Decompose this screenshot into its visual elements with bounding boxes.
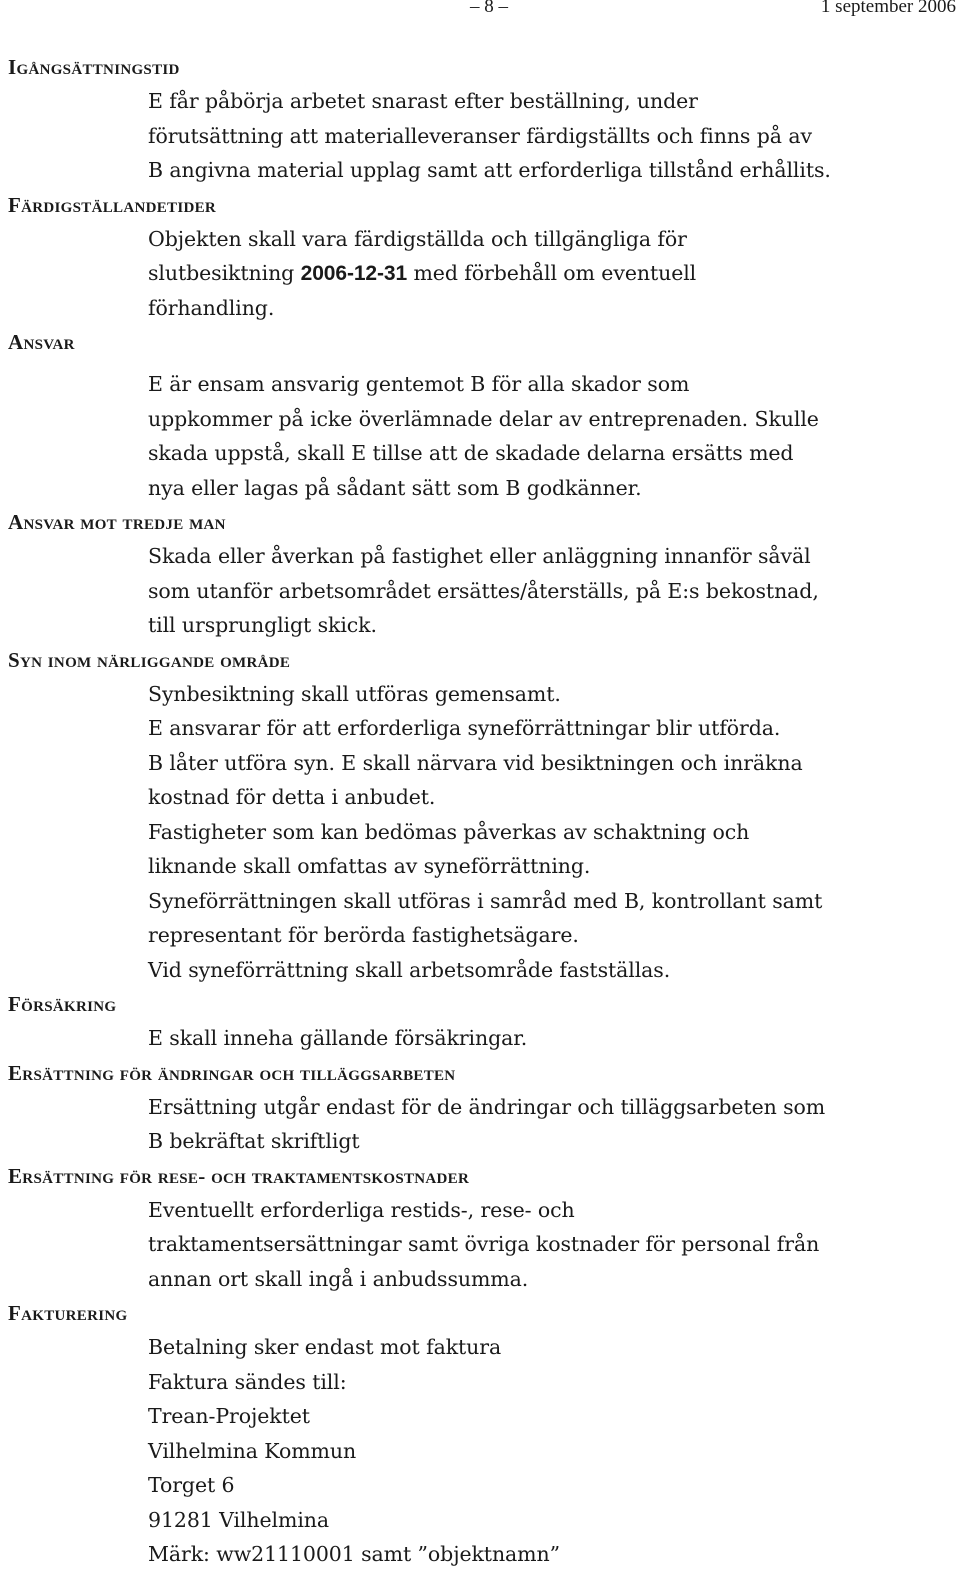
section-body-igangsattningstid	[148, 84, 953, 188]
body-line	[148, 256, 953, 291]
completion-date: 2006-12-31	[300, 262, 408, 285]
body-line: till ursprungligt skick.	[148, 613, 377, 637]
section-heading-syn: Syn inom närliggande område	[8, 647, 291, 672]
section-heading-ansvar: Ansvar	[8, 330, 75, 354]
body-line: Betalning sker endast mot faktura	[148, 1335, 502, 1359]
section-heading-ersattning-rese: Ersättning för rese- och traktamentskostnader	[8, 1163, 470, 1188]
body-line: kostnad för detta i anbudet.	[148, 785, 436, 809]
address-line: Trean-Projektet	[148, 1404, 310, 1428]
body-line: annan ort skall ingå i anbudssumma.	[148, 1266, 529, 1291]
section-body-fakturering	[148, 1330, 953, 1572]
reference-line: Märk: ww21110001 samt ”objektnamn”	[148, 1542, 560, 1566]
body-line: liknande skall omfattas av syneförrättning.	[148, 854, 591, 878]
document-body	[8, 50, 953, 1572]
section-body-ersattning-andringar	[148, 1090, 953, 1159]
section-body-fardigstallandetider	[148, 222, 953, 326]
body-line: Eventuellt erforderliga restids-, rese- och	[148, 1197, 575, 1222]
body-line: förutsättning att materialleveranser färdigställts och finns på av	[148, 123, 812, 148]
section-heading-ansvar-tredje-man: Ansvar mot tredje man	[8, 510, 226, 534]
body-line: förhandling.	[148, 295, 275, 320]
section-body-ansvar	[148, 367, 953, 505]
page-header	[0, 0, 960, 26]
address-line: Torget 6	[148, 1473, 235, 1497]
body-line: E ansvarar för att erforderliga syneförrättningar blir utförda.	[148, 716, 781, 740]
body-line: representant för berörda fastighetsägare.	[148, 923, 579, 947]
section-body-ersattning-rese	[148, 1193, 953, 1297]
body-line: E skall inneha gällande försäkringar.	[148, 1026, 528, 1050]
spacer	[8, 359, 953, 367]
page-number: – 8 –	[470, 0, 508, 17]
body-line: Faktura sändes till:	[148, 1369, 347, 1394]
body-text: med förbehåll om eventuell	[407, 261, 697, 285]
section-body-forsakring	[148, 1021, 953, 1056]
section-body-ansvar-tredje-man	[148, 539, 953, 643]
body-line: skada uppstå, skall E tillse att de skadade delarna ersätts med	[148, 441, 794, 465]
body-line: B angivna material upplag samt att erforderliga tillstånd erhållits.	[148, 158, 831, 182]
body-line: Objekten skall vara färdigställda och tillgängliga för	[148, 226, 687, 251]
section-heading-igangsattningstid: Igångsättningstid	[8, 55, 180, 79]
header-date: 1 september 2006	[820, 0, 956, 17]
body-line: B bekräftat skriftligt	[148, 1129, 360, 1153]
body-line: E får påbörja arbetet snarast efter beställning, under	[148, 89, 698, 113]
body-line: E är ensam ansvarig gentemot B för alla skador som	[148, 372, 690, 396]
section-heading-ersattning-andringar: Ersättning för ändringar och tilläggsarbeten	[8, 1060, 456, 1085]
body-line: som utanför arbetsområdet ersättes/återställs, på E:s bekostnad,	[148, 578, 819, 603]
section-body-syn	[148, 677, 953, 988]
body-text: slutbesiktning	[148, 261, 301, 285]
body-line: Skada eller åverkan på fastighet eller anläggning innanför såväl	[148, 544, 811, 568]
section-heading-fardigstallandetider: Färdigställandetider	[8, 192, 217, 217]
body-line: uppkommer på icke överlämnade delar av entreprenaden. Skulle	[148, 406, 819, 431]
body-line: Synbesiktning skall utföras gemensamt.	[148, 681, 561, 706]
body-line: Syneförrättningen skall utföras i samråd med B, kontrollant samt	[148, 888, 823, 913]
body-line: Ersättning utgår endast för de ändringar och tilläggsarbeten som	[148, 1094, 826, 1119]
body-line: Fastigheter som kan bedömas påverkas av schaktning och	[148, 819, 750, 844]
body-line: Vid syneförrättning skall arbetsområde fastställas.	[148, 957, 671, 982]
body-line: traktamentsersättningar samt övriga kostnader för personal från	[148, 1232, 820, 1256]
section-heading-fakturering: Fakturering	[8, 1301, 128, 1325]
address-line: 91281 Vilhelmina	[148, 1507, 329, 1532]
body-line: B låter utföra syn. E skall närvara vid besiktningen och inräkna	[148, 750, 803, 775]
address-line: Vilhelmina Kommun	[148, 1438, 357, 1463]
section-heading-forsakring: Försäkring	[8, 992, 117, 1016]
body-line: nya eller lagas på sådant sätt som B godkänner.	[148, 475, 642, 500]
